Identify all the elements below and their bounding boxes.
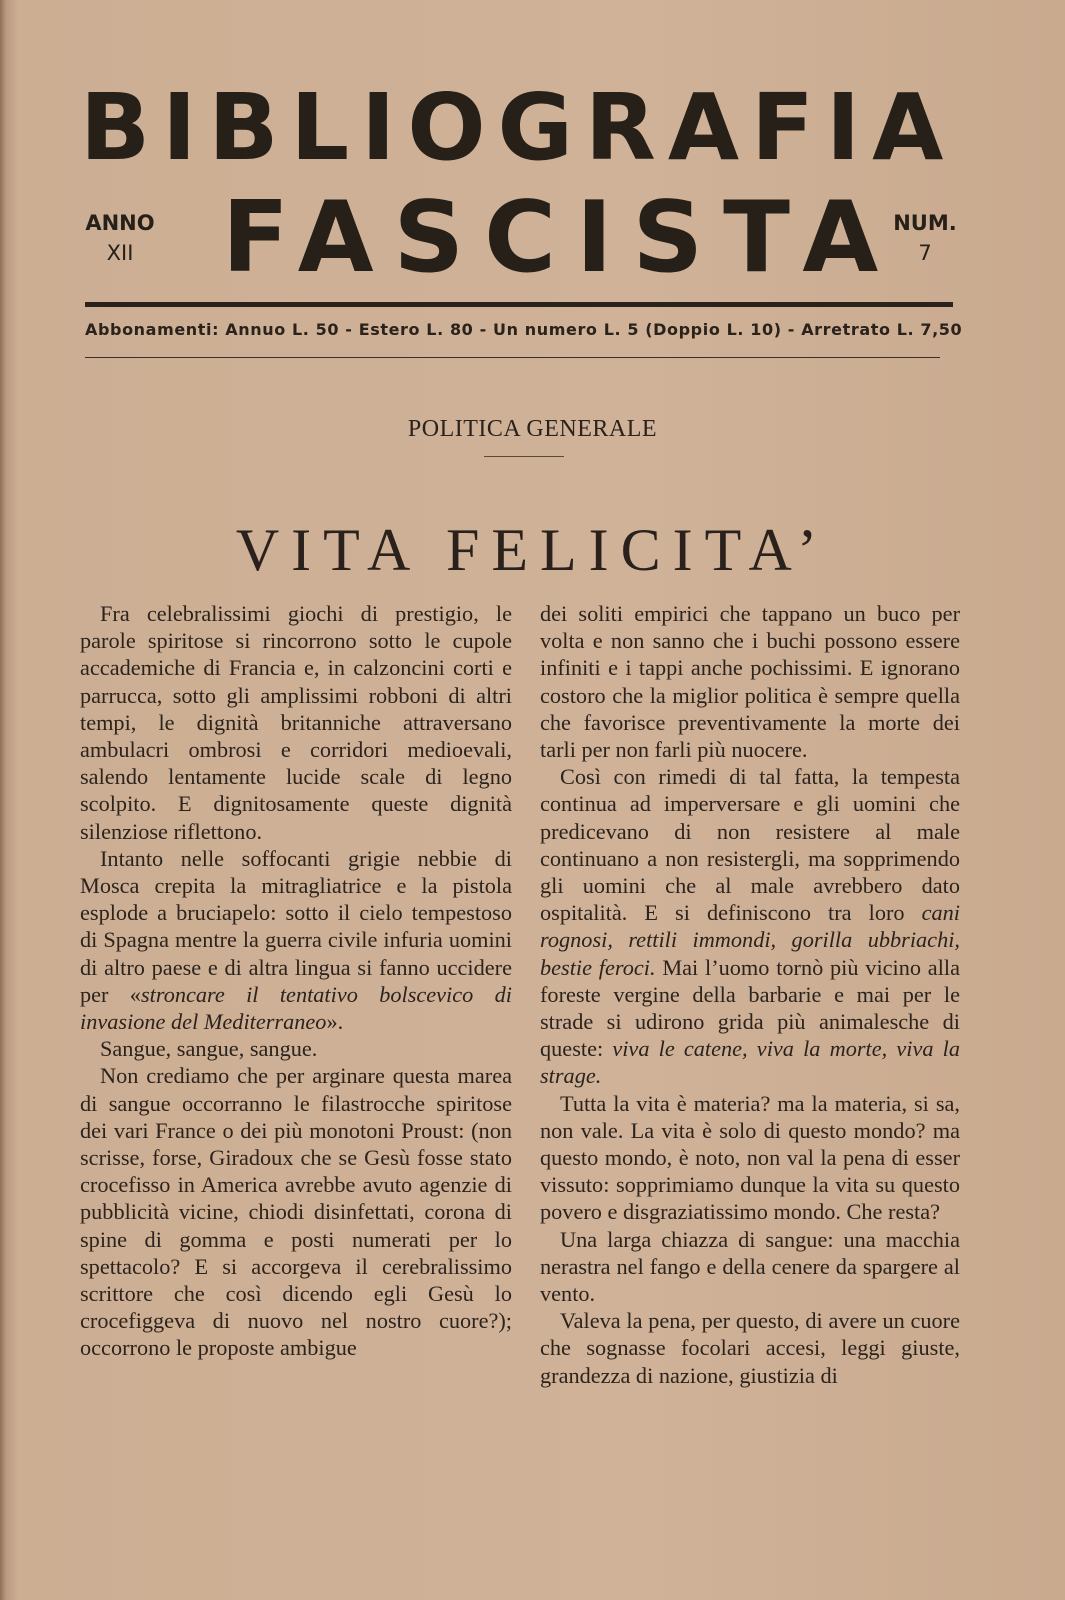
paragraph: Valeva la pena, per questo, di avere un cuore che sognasse focolari accesi, leggi giuste, grandezza di nazione, giustizia di: [540, 1308, 960, 1388]
masthead-subtitle: FASCISTA: [222, 181, 899, 295]
paragraph: Una larga chiazza di sangue: una macchia nerastra nel fango e della cenere da spargere al vento.: [540, 1226, 960, 1307]
anno-value: XII: [106, 241, 134, 265]
left-column: [80, 600, 512, 1362]
anno-box: [80, 208, 160, 268]
paragraph: Intanto nelle soffocanti grigie nebbie di Mosca crepita la mitragliatrice e la pistola esplode a bruciapelo: sotto il cielo tempestoso di Spagna mentre la guerra civile infuria uomini di altro paese e di altra lingua si fanno uccidere per «stroncare il tentativo bolscevico di invasione del Mediterraneo».: [80, 845, 512, 1035]
num-value: 7: [918, 241, 932, 265]
article-title: VITA FELICITA’: [235, 517, 830, 583]
paragraph: Sangue, sangue, sangue.: [100, 1036, 318, 1062]
paragraph: Fra celebralissimi giochi di prestigio, le parole spiritose si rincorrono sotto le cupole accademiche di Francia e, in calzoncini corti e parrucca, sotto gli amplissimi robboni di altri tempi, le dignità britanniche attraversano ambulacri ombrosi e corridori medioevali, salendo lentamente lucide scale di legno scolpito. E dignitosamente queste dignità silenziose riflettono.: [80, 601, 512, 844]
masthead-title: BIBLIOGRAFIA: [80, 74, 956, 181]
right-column: [540, 600, 960, 1389]
num-box: [890, 208, 960, 268]
num-label: NUM.: [893, 211, 957, 235]
paragraph: Così con rimedi di tal fatta, la tempesta continua ad imperversare e gli uomini che predicevano di non resistere al male continuano a non resistergli, ma sopprimendo gli uomini che al male avrebbero dato ospitalità. E si definiscono tra loro cani rognosi, rettili immondi, gorilla ubbriachi, bestie feroci. Mai l’uomo tornò più vicino alla foreste vergine della barbarie e mai per le strade si udirono grida più animalesche di queste: viva le catene, viva la morte, viva la strage.: [540, 764, 960, 1089]
section-heading: POLITICA GENERALE: [407, 416, 658, 442]
paragraph: Tutta la vita è materia? ma la materia, si sa, non vale. La vita è solo di questo mondo? ma questo mondo, è noto, non val la pena di esser vissuto: sopprimiamo dunque la vita su questo povero e disgraziatissimo mondo. Che resta?: [540, 1090, 960, 1225]
subscription-line: Abbonamenti: Annuo L. 50 - Estero L. 80 - Un numero L. 5 (Doppio L. 10) - Arretrato L. 7,50: [85, 320, 963, 339]
masthead-row: [80, 181, 960, 295]
section-divider: [484, 456, 564, 457]
paragraph: Non crediamo che per arginare questa marea di sangue occorranno le filastrocche spiritose dei vari France o dei più monotoni Proust: (non scrisse, forse, Giradoux che se Gesù fosse stato crocefisso in America avrebbe avuto agenzie di pubblicità vicine, chiodi disinfettati, corona di spine di gomma e posti numerati per lo spettacolo? E si accorgeva il cerebralissimo scrittore che così dicendo egli Gesù lo crocefiggeva di nuovo nel nostro cuore?); occorrono le proposte ambigue: [80, 1063, 512, 1361]
subscription-rule: [85, 357, 940, 358]
paragraph: dei soliti empirici che tappano un buco per volta e non sanno che i buchi possono essere infiniti e i tappi anche pochissimi. E ignorano costoro che la miglior politica è sempre quella che favorisce preventivamente la morte dei tarli per non farli più nuocere.: [540, 601, 960, 763]
masthead-rule: [85, 302, 953, 307]
anno-label: ANNO: [85, 211, 155, 235]
